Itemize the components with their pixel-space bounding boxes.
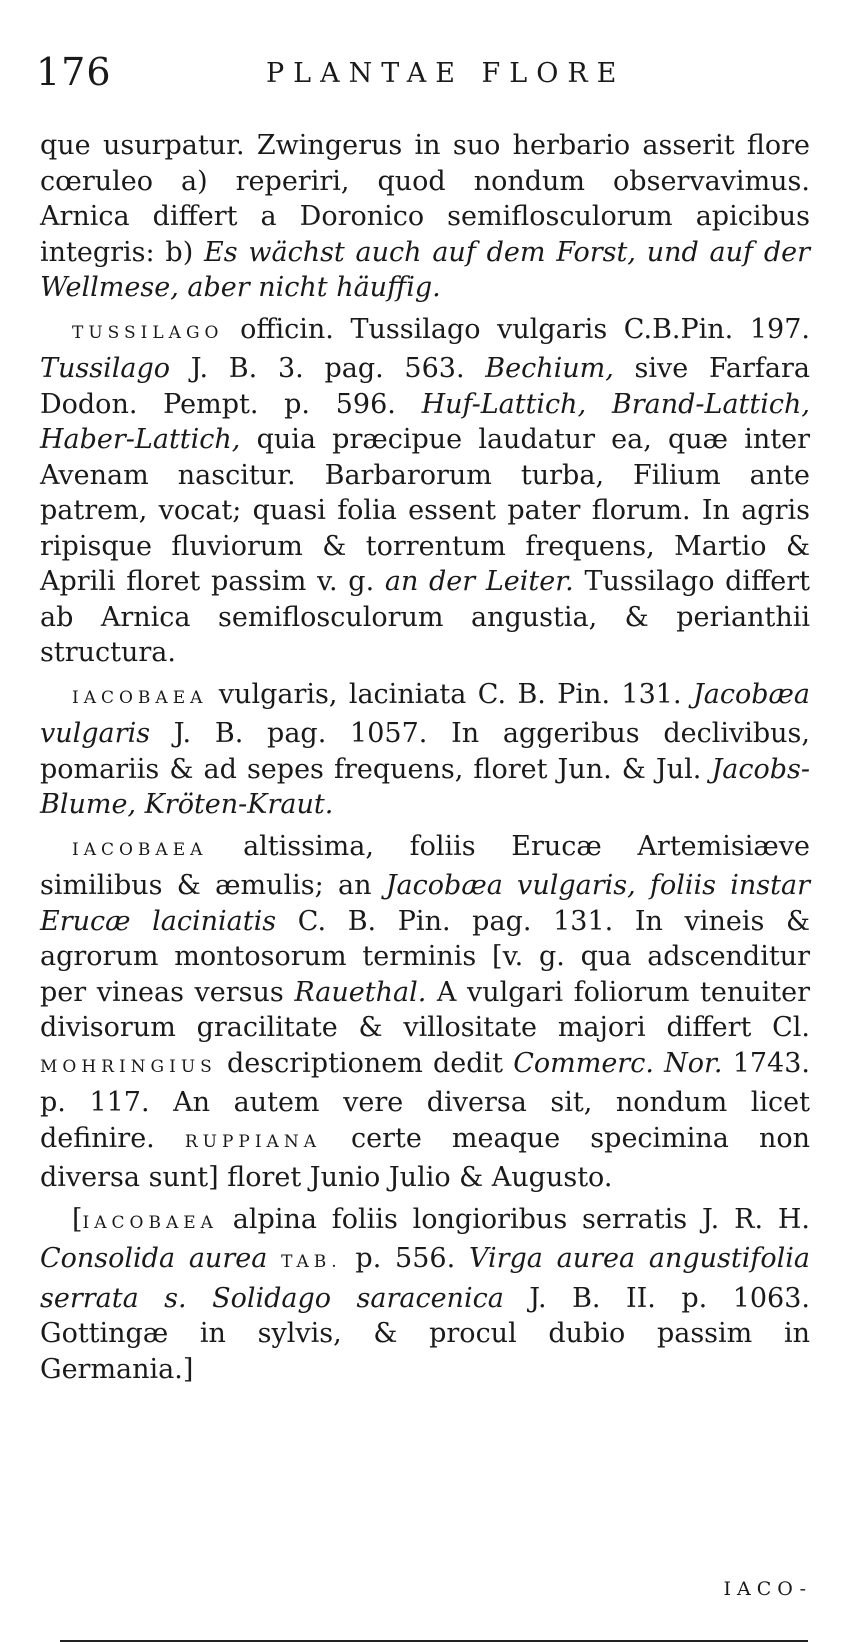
paragraph xyxy=(40,677,810,823)
text-run: A vulgari foliorum tenuiter divisorum gracilitate & villositate majori differt Cl. xyxy=(40,976,810,1043)
paragraph xyxy=(40,128,810,306)
text-run: que usurpatur. Zwingerus in suo herbario asserit flore cœruleo a) reperiri, quod nondum observavimus. Arnica differt a Doronico semiflosculorum apicibus integris: b) xyxy=(40,130,810,268)
catchword: IACO- xyxy=(723,1578,812,1600)
text-run xyxy=(267,1243,281,1274)
text-run: alpina foliis longioribus serratis J. R. H. xyxy=(217,1203,810,1235)
body-text xyxy=(40,128,810,1387)
text-run: J. B. II. p. 1063. Gottingæ in sylvis, & procul dubio passim in Germania.] xyxy=(40,1282,810,1385)
paragraph xyxy=(40,829,810,1196)
text-run: 1743. p. 117. An autem vere diversa sit, nondum licet definire. xyxy=(40,1047,810,1154)
small-caps-text: TUSSILAGO xyxy=(72,322,224,343)
text-run: sive Farfara Dodon. Pempt. p. 596. xyxy=(40,353,810,420)
paragraph xyxy=(40,312,810,671)
text-run: p. 556. xyxy=(341,1243,469,1274)
italic-text: Virga aurea angustifolia serrata s. Solidago saracenica xyxy=(40,1243,810,1314)
text-run: [ xyxy=(72,1203,83,1235)
text-run: J. B. 3. pag. 563. xyxy=(170,353,486,384)
text-run: vulgaris, laciniata C. B. Pin. 131. xyxy=(207,678,693,710)
italic-text: Commerc. Nor. xyxy=(513,1047,723,1079)
page-number: 176 xyxy=(36,50,112,94)
small-caps-text: IACOBAEA xyxy=(72,687,208,708)
text-run: certe meaque specimina non diversa sunt] floret Junio Julio & Augusto. xyxy=(40,1122,810,1193)
small-caps-text: MOHRINGIUS xyxy=(40,1056,217,1077)
small-caps-text: IACOBAEA xyxy=(82,1212,218,1233)
italic-text: Rauethal. xyxy=(294,976,427,1008)
text-run: J. B. pag. 1057. In aggeribus declivibus, pomariis & ad sepes frequens, floret Jun. & Jul. xyxy=(40,718,810,785)
small-caps-text: IACOBAEA xyxy=(72,839,208,860)
italic-text: Es wächst auch auf dem Forst, und auf der Wellmese, aber nicht häuffig. xyxy=(40,236,810,303)
text-run: altissima, foliis Erucæ Artemisiæve similibus & æmulis; an xyxy=(40,830,810,901)
italic-text: an der Leiter. xyxy=(384,566,574,597)
running-head: PLANTAE FLORE xyxy=(266,58,626,89)
page-header xyxy=(36,50,816,100)
italic-text: Consolida aurea xyxy=(40,1243,268,1274)
paragraph xyxy=(40,1202,810,1388)
italic-text: Jacobæa vulgaris xyxy=(40,678,810,749)
text-run: quia præcipue laudatur ea, quæ inter Avenam nascitur. Barbarorum turba, Filium ante patrem, vocat; quasi folia essent pater florum. In agris ripisque fluviorum & torrentum frequens, Martio & Aprili floret passim v. g. xyxy=(40,424,810,597)
italic-text: Huf-Lattich, Brand-Lattich, Haber-Lattich, xyxy=(40,388,810,455)
italic-text: Jacobæa vulgaris, foliis instar Erucæ laciniatis xyxy=(40,870,810,937)
small-caps-text: TAB. xyxy=(281,1252,342,1272)
text-run: Tussilago differt ab Arnica semiflosculorum angustia, & perianthii structura. xyxy=(40,566,810,668)
text-run: descriptionem dedit xyxy=(216,1047,514,1079)
small-caps-text: RUPPIANA xyxy=(184,1131,321,1152)
italic-text: Tussilago xyxy=(40,353,171,384)
italic-text: Bechium, xyxy=(485,353,614,384)
text-run: C. B. Pin. pag. 131. In vineis & agrorum montosorum terminis [v. g. qua adscenditur per vineas versus xyxy=(40,905,810,1008)
italic-text: Jacobs-Blume, Kröten-Kraut. xyxy=(40,753,810,820)
text-run: officin. Tussilago vulgaris C.B.Pin. 197. xyxy=(223,313,810,345)
